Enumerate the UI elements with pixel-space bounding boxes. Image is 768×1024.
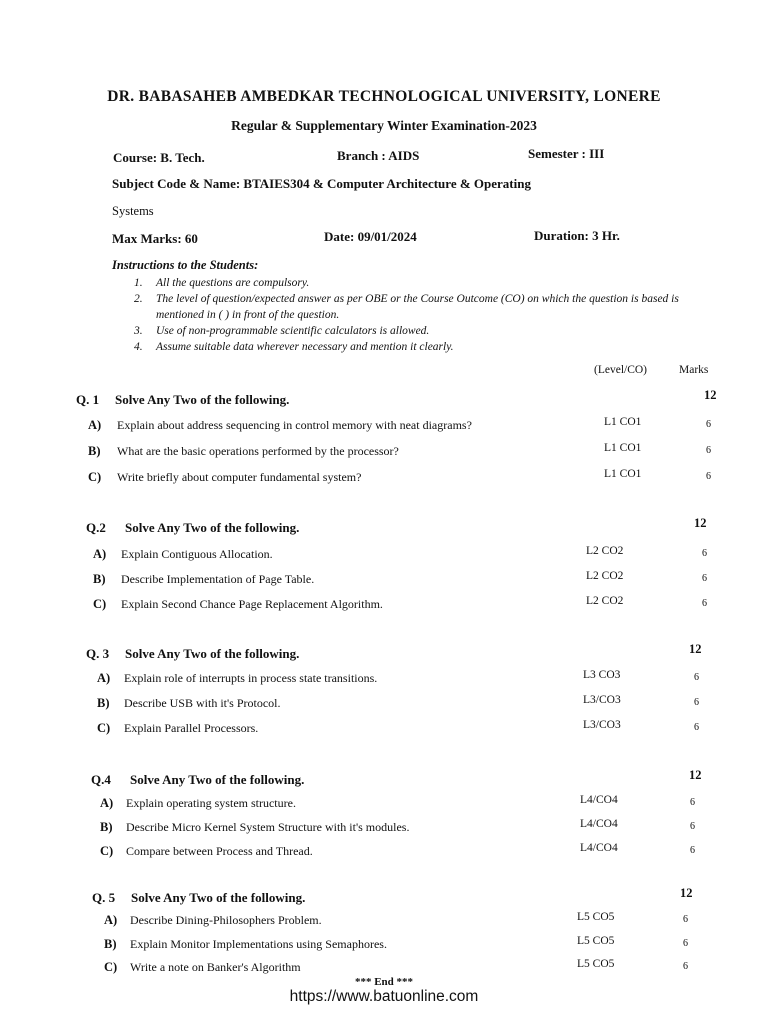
part-label: C) xyxy=(93,597,107,611)
exam-title: Regular & Supplementary Winter Examination-2023 xyxy=(231,118,537,133)
part-marks: 6 xyxy=(690,845,695,856)
marks-column-heading: Marks xyxy=(679,364,709,376)
part-marks: 6 xyxy=(702,598,707,609)
question-number: Q. 5 xyxy=(92,890,116,905)
duration-label: Duration: 3 Hr. xyxy=(534,228,620,243)
part-label: A) xyxy=(104,913,118,927)
question-number: Q.2 xyxy=(86,520,106,535)
subject-label-continued: Systems xyxy=(112,204,154,218)
part-label: B) xyxy=(100,820,113,834)
instruction-text: Use of non-programmable scientific calculators is allowed. xyxy=(156,325,430,337)
part-level-co: L2 CO2 xyxy=(586,595,624,607)
part-marks: 6 xyxy=(683,938,688,949)
part-question-text: Describe USB with it's Protocol. xyxy=(124,696,281,710)
branch-label: Branch : AIDS xyxy=(337,148,420,163)
exam-date-label: Date: 09/01/2024 xyxy=(324,229,417,244)
part-question-text: Explain Contiguous Allocation. xyxy=(121,547,273,561)
question-instruction: Solve Any Two of the following. xyxy=(125,646,300,661)
part-level-co: L5 CO5 xyxy=(577,958,615,970)
instruction-item xyxy=(134,291,694,323)
part-question-text: What are the basic operations performed by the processor? xyxy=(117,444,399,458)
max-marks-label: Max Marks: 60 xyxy=(112,231,198,246)
question-total-marks: 12 xyxy=(694,516,707,530)
level-co-column-heading: (Level/CO) xyxy=(594,364,648,376)
instruction-item xyxy=(134,339,694,355)
instruction-number: 4. xyxy=(134,341,143,353)
source-url: https://www.batuonline.com xyxy=(289,988,479,1005)
part-marks: 6 xyxy=(694,672,699,683)
part-question-text: Explain about address sequencing in control memory with neat diagrams? xyxy=(117,418,472,432)
subject-label: Subject Code & Name: BTAIES304 & Computer Architecture & Operating xyxy=(112,176,531,191)
part-level-co: L3/CO3 xyxy=(583,694,621,706)
end-marker: *** End *** xyxy=(354,976,414,988)
course-label: Course: B. Tech. xyxy=(113,150,205,165)
part-label: B) xyxy=(88,444,101,458)
part-question-text: Explain operating system structure. xyxy=(126,796,296,810)
part-level-co: L5 CO5 xyxy=(577,935,615,947)
instruction-number: 2. xyxy=(134,293,143,305)
part-level-co: L4/CO4 xyxy=(580,818,618,830)
university-name: DR. BABASAHEB AMBEDKAR TECHNOLOGICAL UNIVERSITY, LONERE xyxy=(107,88,661,105)
instruction-number: 3. xyxy=(134,325,143,337)
part-question-text: Describe Micro Kernel System Structure with it's modules. xyxy=(126,820,410,834)
part-label: A) xyxy=(88,418,102,432)
part-label: A) xyxy=(100,796,114,810)
part-level-co: L4/CO4 xyxy=(580,842,618,854)
part-label: C) xyxy=(104,960,118,974)
part-marks: 6 xyxy=(690,821,695,832)
part-level-co: L3 CO3 xyxy=(583,669,621,681)
part-question-text: Explain Monitor Implementations using Semaphores. xyxy=(130,937,387,951)
part-label: B) xyxy=(93,572,106,586)
instruction-item xyxy=(134,323,694,339)
part-question-text: Explain role of interrupts in process state transitions. xyxy=(124,671,378,685)
part-level-co: L4/CO4 xyxy=(580,794,618,806)
part-level-co: L1 CO1 xyxy=(604,416,642,428)
semester-label: Semester : III xyxy=(528,146,605,161)
instructions-heading: Instructions to the Students: xyxy=(112,258,259,272)
part-marks: 6 xyxy=(683,961,688,972)
part-marks: 6 xyxy=(694,697,699,708)
part-level-co: L5 CO5 xyxy=(577,911,615,923)
question-total-marks: 12 xyxy=(704,388,717,402)
part-label: C) xyxy=(88,470,102,484)
part-question-text: Describe Implementation of Page Table. xyxy=(121,572,315,586)
part-question-text: Write a note on Banker's Algorithm xyxy=(130,960,301,974)
question-instruction: Solve Any Two of the following. xyxy=(130,772,305,787)
part-level-co: L2 CO2 xyxy=(586,570,624,582)
question-total-marks: 12 xyxy=(680,886,693,900)
instruction-text: All the questions are compulsory. xyxy=(156,277,310,289)
question-number: Q. 3 xyxy=(86,646,110,661)
part-label: C) xyxy=(97,721,111,735)
question-instruction: Solve Any Two of the following. xyxy=(115,392,290,407)
instructions-list xyxy=(134,275,694,355)
question-instruction: Solve Any Two of the following. xyxy=(125,520,300,535)
question-total-marks: 12 xyxy=(689,768,702,782)
part-question-text: Explain Second Chance Page Replacement Algorithm. xyxy=(121,597,383,611)
instruction-text: The level of question/expected answer as per OBE or the Course Outcome (CO) on which the question is based is mentioned in ( ) in front of the question. xyxy=(156,293,679,321)
part-marks: 6 xyxy=(683,914,688,925)
part-question-text: Write briefly about computer fundamental system? xyxy=(117,470,362,484)
instruction-item xyxy=(134,275,694,291)
part-marks: 6 xyxy=(694,722,699,733)
part-question-text: Describe Dining-Philosophers Problem. xyxy=(130,913,322,927)
instruction-number: 1. xyxy=(134,277,143,289)
part-label: A) xyxy=(97,671,111,685)
part-label: C) xyxy=(100,844,114,858)
part-marks: 6 xyxy=(706,419,711,430)
part-level-co: L3/CO3 xyxy=(583,719,621,731)
part-label: A) xyxy=(93,547,107,561)
part-question-text: Explain Parallel Processors. xyxy=(124,721,259,735)
part-level-co: L1 CO1 xyxy=(604,468,642,480)
question-instruction: Solve Any Two of the following. xyxy=(131,890,306,905)
part-label: B) xyxy=(104,937,117,951)
part-marks: 6 xyxy=(706,471,711,482)
instruction-text: Assume suitable data wherever necessary and mention it clearly. xyxy=(156,341,454,353)
part-marks: 6 xyxy=(706,445,711,456)
part-level-co: L1 CO1 xyxy=(604,442,642,454)
question-number: Q.4 xyxy=(91,772,111,787)
part-marks: 6 xyxy=(702,548,707,559)
part-label: B) xyxy=(97,696,110,710)
part-question-text: Compare between Process and Thread. xyxy=(126,844,313,858)
part-marks: 6 xyxy=(690,797,695,808)
question-number: Q. 1 xyxy=(76,392,100,407)
question-total-marks: 12 xyxy=(689,642,702,656)
part-level-co: L2 CO2 xyxy=(586,545,624,557)
part-marks: 6 xyxy=(702,573,707,584)
